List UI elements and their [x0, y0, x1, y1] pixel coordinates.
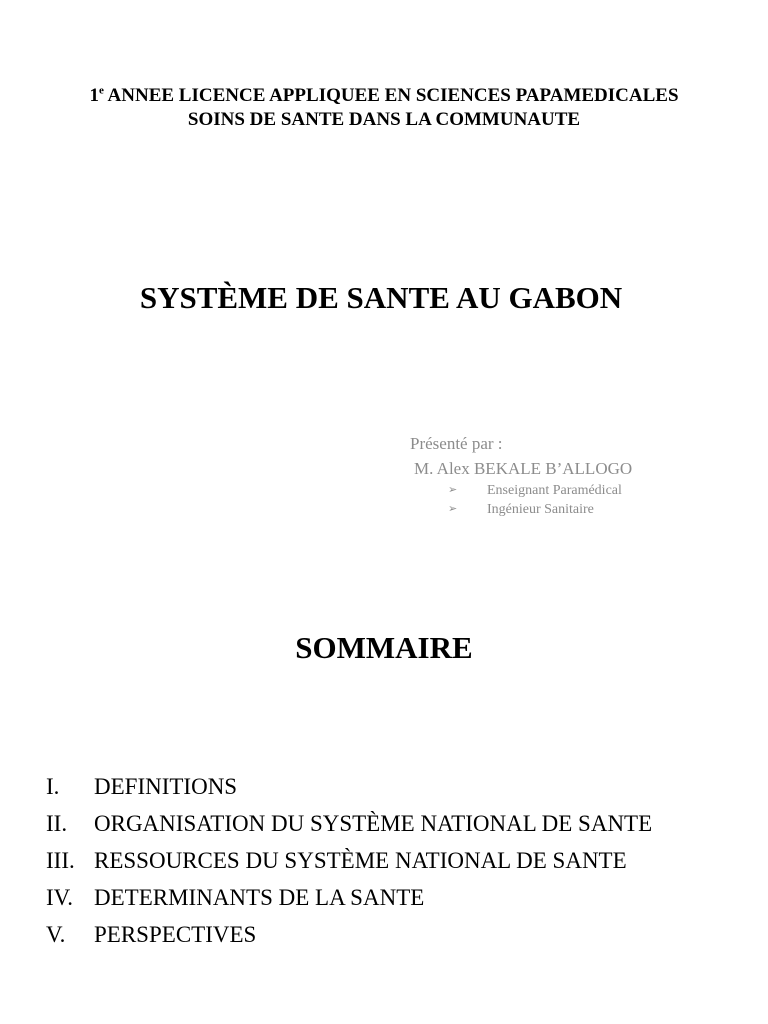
toc-item	[46, 768, 761, 805]
course-header	[0, 84, 768, 132]
toc-item-text: DEFINITIONS	[94, 774, 238, 799]
role-text: Ingénieur Sanitaire	[487, 502, 594, 517]
toc-item-number: V.	[46, 922, 66, 947]
arrow-bullet-icon: ➢	[448, 503, 458, 515]
toc-item-number: III.	[46, 848, 75, 873]
toc-item-text: PERSPECTIVES	[94, 922, 257, 947]
toc-item-text: ORGANISATION DU SYSTÈME NATIONAL DE SANTE	[94, 811, 653, 836]
presenter-role	[410, 500, 750, 519]
arrow-bullet-icon: ➢	[448, 484, 458, 496]
course-subject-line: SOINS DE SANTE DANS LA COMMUNAUTE	[187, 109, 581, 130]
table-of-contents	[46, 768, 761, 953]
document-title: SYSTÈME DE SANTE AU GABON	[139, 280, 623, 315]
toc-item	[46, 842, 761, 879]
toc-item-text: DETERMINANTS DE LA SANTE	[94, 885, 425, 910]
course-level-line: 1e ANNEE LICENCE APPLIQUEE EN SCIENCES PAPAMEDICALES	[89, 84, 679, 106]
toc-item	[46, 805, 761, 842]
presenter-role	[410, 481, 750, 500]
role-text: Enseignant Paramédical	[487, 483, 622, 498]
sommaire-heading: SOMMAIRE	[295, 630, 473, 665]
toc-item-number: I.	[46, 774, 60, 799]
toc-item	[46, 879, 761, 916]
toc-item	[46, 916, 761, 953]
ordinal-superscript: e	[98, 84, 104, 97]
toc-item-text: RESSOURCES DU SYSTÈME NATIONAL DE SANTE	[94, 848, 627, 873]
presenter-label: Présenté par :	[410, 434, 503, 453]
toc-item-number: IV.	[46, 885, 74, 910]
presenter-block	[410, 433, 750, 519]
presenter-name: M. Alex BEKALE B’ALLOGO	[414, 459, 633, 478]
toc-item-number: II.	[46, 811, 68, 836]
